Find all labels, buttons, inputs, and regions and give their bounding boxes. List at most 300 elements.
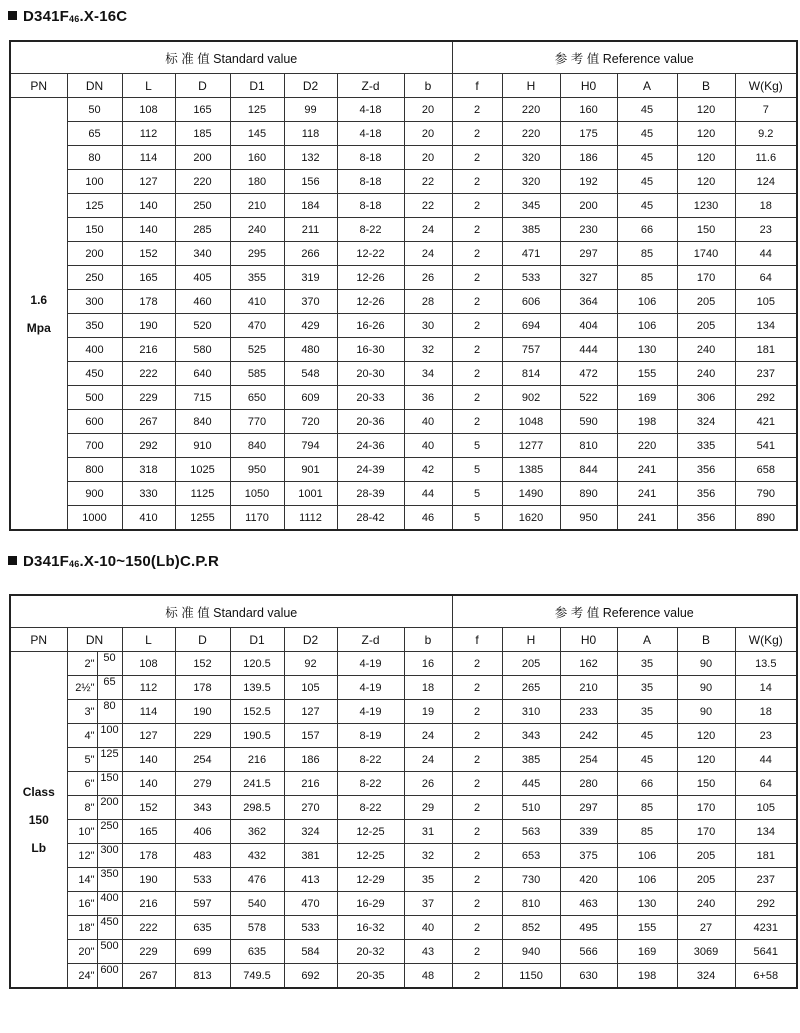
dn-inch: 2½" bbox=[75, 681, 95, 694]
column-header: f bbox=[452, 74, 502, 98]
table-cell: 210 bbox=[230, 194, 284, 218]
table-cell: 2 bbox=[452, 964, 502, 989]
table-cell: 16-29 bbox=[337, 892, 404, 916]
table-cell: 4-18 bbox=[337, 122, 404, 146]
table-cell: 470 bbox=[230, 314, 284, 338]
table-cell: 606 bbox=[502, 290, 560, 314]
table-row bbox=[10, 482, 797, 506]
dn-inch: 10" bbox=[78, 825, 95, 838]
table-cell: 266 bbox=[284, 242, 337, 266]
table-cell: 190.5 bbox=[230, 724, 284, 748]
table-cell: 699 bbox=[175, 940, 230, 964]
column-header: D bbox=[175, 628, 230, 652]
table-cell: 566 bbox=[560, 940, 617, 964]
table-cell: 20 bbox=[404, 98, 452, 122]
square-bullet-icon bbox=[8, 11, 17, 20]
table-cell: 24 bbox=[404, 242, 452, 266]
table-cell: 600 bbox=[67, 410, 122, 434]
table-cell: 525 bbox=[230, 338, 284, 362]
table-cell: 18 bbox=[404, 676, 452, 700]
table-cell: 319 bbox=[284, 266, 337, 290]
table-cell: 90 bbox=[677, 676, 735, 700]
table-cell: 186 bbox=[284, 748, 337, 772]
table-cell: 28 bbox=[404, 290, 452, 314]
table-cell: 720 bbox=[284, 410, 337, 434]
table-cell: 105 bbox=[735, 290, 797, 314]
table-cell: 2 bbox=[452, 122, 502, 146]
table-cell: 292 bbox=[735, 892, 797, 916]
title-main: D341F bbox=[23, 553, 70, 570]
dn-mm: 400 bbox=[97, 892, 122, 915]
table-cell: 120 bbox=[677, 122, 735, 146]
table-cell: 4-19 bbox=[337, 676, 404, 700]
table-cell: 184 bbox=[284, 194, 337, 218]
table-cell: 2 bbox=[452, 242, 502, 266]
section1-title bbox=[8, 8, 127, 25]
table-cell: 134 bbox=[735, 314, 797, 338]
table-cell: 320 bbox=[502, 146, 560, 170]
table-cell: 150 bbox=[677, 772, 735, 796]
table-cell: 37 bbox=[404, 892, 452, 916]
table-cell: 23 bbox=[735, 724, 797, 748]
table-cell: 2 bbox=[452, 940, 502, 964]
table-cell: 429 bbox=[284, 314, 337, 338]
table-cell: 241 bbox=[617, 506, 677, 531]
table-cell: 12-26 bbox=[337, 266, 404, 290]
table-row bbox=[10, 194, 797, 218]
table-cell: 34 bbox=[404, 362, 452, 386]
table-cell: 1277 bbox=[502, 434, 560, 458]
dn-inch: 24" bbox=[78, 969, 95, 982]
table-cell: 190 bbox=[122, 314, 175, 338]
table-cell: 8-18 bbox=[337, 146, 404, 170]
table-cell: 1000 bbox=[67, 506, 122, 531]
table-cell: 7 bbox=[735, 98, 797, 122]
table-cell: 8-18 bbox=[337, 194, 404, 218]
table-cell: 335 bbox=[677, 434, 735, 458]
pn-value: 1.6 bbox=[30, 292, 48, 307]
table-cell: 844 bbox=[560, 458, 617, 482]
table-cell: 92 bbox=[284, 652, 337, 676]
table-cell: 267 bbox=[122, 410, 175, 434]
table-cell: 810 bbox=[560, 434, 617, 458]
table-cell: 45 bbox=[617, 194, 677, 218]
table-cell: 35 bbox=[617, 652, 677, 676]
dn-cell bbox=[67, 940, 122, 964]
table-cell: 355 bbox=[230, 266, 284, 290]
column-header: D1 bbox=[230, 74, 284, 98]
table-cell: 1150 bbox=[502, 964, 560, 989]
table-cell: 112 bbox=[122, 676, 175, 700]
table-cell: 175 bbox=[560, 122, 617, 146]
table-cell: 106 bbox=[617, 868, 677, 892]
table-cell: 327 bbox=[560, 266, 617, 290]
table-cell: 26 bbox=[404, 772, 452, 796]
pn-unit: Lb bbox=[31, 840, 47, 855]
table-cell: 356 bbox=[677, 458, 735, 482]
table-cell: 216 bbox=[284, 772, 337, 796]
table-cell: 120 bbox=[677, 724, 735, 748]
dn-mm: 200 bbox=[97, 796, 122, 819]
table-cell: 220 bbox=[617, 434, 677, 458]
table-cell: 343 bbox=[502, 724, 560, 748]
table-row bbox=[10, 772, 797, 796]
table-cell: 1125 bbox=[175, 482, 230, 506]
table-cell: 640 bbox=[175, 362, 230, 386]
table-cell: 230 bbox=[560, 218, 617, 242]
dn-inch: 4" bbox=[84, 729, 95, 742]
table-cell: 35 bbox=[404, 868, 452, 892]
table-cell: 192 bbox=[560, 170, 617, 194]
table-cell: 160 bbox=[560, 98, 617, 122]
column-header: b bbox=[404, 628, 452, 652]
table-cell: 375 bbox=[560, 844, 617, 868]
table-cell: 356 bbox=[677, 482, 735, 506]
table-cell: 32 bbox=[404, 338, 452, 362]
table-cell: 324 bbox=[677, 964, 735, 989]
table-cell: 112 bbox=[122, 122, 175, 146]
table-cell: 9.2 bbox=[735, 122, 797, 146]
table-cell: 22 bbox=[404, 170, 452, 194]
table-row bbox=[10, 820, 797, 844]
table-cell: 404 bbox=[560, 314, 617, 338]
table-cell: 310 bbox=[502, 700, 560, 724]
table-cell: 463 bbox=[560, 892, 617, 916]
table-cell: 2 bbox=[452, 676, 502, 700]
dn-cell bbox=[67, 724, 122, 748]
dn-cell bbox=[67, 844, 122, 868]
table-cell: 80 bbox=[67, 146, 122, 170]
table-cell: 16 bbox=[404, 652, 452, 676]
table-cell: 18 bbox=[735, 194, 797, 218]
table-cell: 650 bbox=[230, 386, 284, 410]
table-row bbox=[10, 892, 797, 916]
table-cell: 20 bbox=[404, 122, 452, 146]
dn-mm: 300 bbox=[97, 844, 122, 867]
table-cell: 64 bbox=[735, 266, 797, 290]
column-header: W(Kg) bbox=[735, 74, 797, 98]
pn-unit: Mpa bbox=[26, 320, 51, 335]
table-cell: 22 bbox=[404, 194, 452, 218]
table-cell: 205 bbox=[677, 290, 735, 314]
table-cell: 43 bbox=[404, 940, 452, 964]
table-cell: 2 bbox=[452, 290, 502, 314]
table-row bbox=[10, 242, 797, 266]
table-cell: 105 bbox=[284, 676, 337, 700]
dn-cell bbox=[67, 868, 122, 892]
table-cell: 85 bbox=[617, 796, 677, 820]
table-cell: 950 bbox=[230, 458, 284, 482]
table-cell: 132 bbox=[284, 146, 337, 170]
table-cell: 578 bbox=[230, 916, 284, 940]
table-cell: 405 bbox=[175, 266, 230, 290]
table-cell: 42 bbox=[404, 458, 452, 482]
table-row bbox=[10, 98, 797, 122]
table-cell: 211 bbox=[284, 218, 337, 242]
table-cell: 106 bbox=[617, 314, 677, 338]
table-cell: 108 bbox=[122, 98, 175, 122]
table-cell: 64 bbox=[735, 772, 797, 796]
table-cell: 36 bbox=[404, 386, 452, 410]
table-cell: 480 bbox=[284, 338, 337, 362]
column-header: Z-d bbox=[337, 74, 404, 98]
dn-cell bbox=[67, 964, 122, 989]
dn-mm: 80 bbox=[97, 700, 122, 723]
table-cell: 406 bbox=[175, 820, 230, 844]
pn-cell bbox=[10, 98, 67, 531]
table-cell: 165 bbox=[122, 266, 175, 290]
table-cell: 152 bbox=[175, 652, 230, 676]
table-cell: 324 bbox=[677, 410, 735, 434]
reference-value-header: 参 考 值 Reference value bbox=[452, 41, 797, 74]
table-cell: 108 bbox=[122, 652, 175, 676]
table-cell: 1620 bbox=[502, 506, 560, 531]
table-cell: 250 bbox=[175, 194, 230, 218]
table-cell: 40 bbox=[404, 434, 452, 458]
table-row bbox=[10, 434, 797, 458]
table-cell: 35 bbox=[617, 700, 677, 724]
table-cell: 770 bbox=[230, 410, 284, 434]
table-cell: 460 bbox=[175, 290, 230, 314]
table-cell: 150 bbox=[67, 218, 122, 242]
table-cell: 471 bbox=[502, 242, 560, 266]
table-cell: 254 bbox=[560, 748, 617, 772]
table-cell: 99 bbox=[284, 98, 337, 122]
table-cell: 233 bbox=[560, 700, 617, 724]
table-cell: 229 bbox=[122, 940, 175, 964]
table-cell: 24 bbox=[404, 748, 452, 772]
table-cell: 410 bbox=[122, 506, 175, 531]
table-cell: 810 bbox=[502, 892, 560, 916]
dn-mm: 500 bbox=[97, 940, 122, 963]
table-cell: 170 bbox=[677, 266, 735, 290]
table-cell: 635 bbox=[175, 916, 230, 940]
table-cell: 520 bbox=[175, 314, 230, 338]
table-cell: 790 bbox=[735, 482, 797, 506]
table-cell: 200 bbox=[560, 194, 617, 218]
table-cell: 362 bbox=[230, 820, 284, 844]
table-cell: 1025 bbox=[175, 458, 230, 482]
table-cell: 2 bbox=[452, 796, 502, 820]
table-cell: 1170 bbox=[230, 506, 284, 531]
table-cell: 29 bbox=[404, 796, 452, 820]
table-cell: 216 bbox=[122, 892, 175, 916]
dn-cell bbox=[67, 892, 122, 916]
column-header: Z-d bbox=[337, 628, 404, 652]
table-cell: 2 bbox=[452, 844, 502, 868]
dn-mm: 125 bbox=[97, 748, 122, 771]
table-cell: 155 bbox=[617, 916, 677, 940]
table-cell: 2 bbox=[452, 314, 502, 338]
table-row bbox=[10, 218, 797, 242]
table-cell: 8-22 bbox=[337, 748, 404, 772]
table-row bbox=[10, 122, 797, 146]
table-cell: 1230 bbox=[677, 194, 735, 218]
table-cell: 120 bbox=[677, 146, 735, 170]
column-header-row bbox=[10, 628, 797, 652]
table-row bbox=[10, 676, 797, 700]
table-cell: 840 bbox=[175, 410, 230, 434]
table-cell: 26 bbox=[404, 266, 452, 290]
table-cell: 44 bbox=[735, 242, 797, 266]
table-cell: 1048 bbox=[502, 410, 560, 434]
dn-mm: 150 bbox=[97, 772, 122, 795]
table-row bbox=[10, 964, 797, 989]
table-cell: 200 bbox=[67, 242, 122, 266]
table-cell: 1050 bbox=[230, 482, 284, 506]
table-cell: 85 bbox=[617, 242, 677, 266]
table-cell: 265 bbox=[502, 676, 560, 700]
table-cell: 24 bbox=[404, 724, 452, 748]
table-cell: 8-18 bbox=[337, 170, 404, 194]
dn-cell bbox=[67, 796, 122, 820]
table-cell: 609 bbox=[284, 386, 337, 410]
table-cell: 120 bbox=[677, 748, 735, 772]
table-cell: 220 bbox=[502, 98, 560, 122]
table-cell: 5 bbox=[452, 434, 502, 458]
table-cell: 381 bbox=[284, 844, 337, 868]
table-cell: 590 bbox=[560, 410, 617, 434]
table-row bbox=[10, 458, 797, 482]
table-cell: 749.5 bbox=[230, 964, 284, 989]
table-cell: 28-42 bbox=[337, 506, 404, 531]
column-header: f bbox=[452, 628, 502, 652]
dn-inch: 8" bbox=[84, 801, 95, 814]
table-cell: 130 bbox=[617, 892, 677, 916]
table-row bbox=[10, 314, 797, 338]
table-cell: 2 bbox=[452, 892, 502, 916]
table-cell: 730 bbox=[502, 868, 560, 892]
table-cell: 12-26 bbox=[337, 290, 404, 314]
column-header-row bbox=[10, 74, 797, 98]
table-cell: 16-30 bbox=[337, 338, 404, 362]
table-cell: 5 bbox=[452, 458, 502, 482]
table-cell: 692 bbox=[284, 964, 337, 989]
table-cell: 65 bbox=[67, 122, 122, 146]
table-cell: 14 bbox=[735, 676, 797, 700]
table-cell: 2 bbox=[452, 266, 502, 290]
table-cell: 198 bbox=[617, 964, 677, 989]
table-cell: 413 bbox=[284, 868, 337, 892]
table-cell: 324 bbox=[284, 820, 337, 844]
column-header: D2 bbox=[284, 74, 337, 98]
table-cell: 45 bbox=[617, 146, 677, 170]
table-cell: 24-36 bbox=[337, 434, 404, 458]
table-cell: 40 bbox=[404, 916, 452, 940]
table-cell: 715 bbox=[175, 386, 230, 410]
dn-inch: 5" bbox=[84, 753, 95, 766]
table-cell: 162 bbox=[560, 652, 617, 676]
table-cell: 200 bbox=[175, 146, 230, 170]
table-cell: 533 bbox=[175, 868, 230, 892]
table-row bbox=[10, 940, 797, 964]
table-cell: 340 bbox=[175, 242, 230, 266]
column-header: L bbox=[122, 74, 175, 98]
table-cell: 45 bbox=[617, 170, 677, 194]
table-cell: 120 bbox=[677, 98, 735, 122]
table-cell: 45 bbox=[617, 122, 677, 146]
dn-cell bbox=[67, 820, 122, 844]
pn-class: Class bbox=[22, 784, 55, 799]
table-cell: 130 bbox=[617, 338, 677, 362]
table-cell: 44 bbox=[404, 482, 452, 506]
table-cell: 910 bbox=[175, 434, 230, 458]
table-cell: 901 bbox=[284, 458, 337, 482]
table-row bbox=[10, 170, 797, 194]
dn-cell bbox=[67, 676, 122, 700]
column-header: D bbox=[175, 74, 230, 98]
table-cell: 584 bbox=[284, 940, 337, 964]
table-cell: 205 bbox=[502, 652, 560, 676]
table-cell: 4-18 bbox=[337, 98, 404, 122]
table-row bbox=[10, 410, 797, 434]
table-cell: 320 bbox=[502, 170, 560, 194]
table-cell: 242 bbox=[560, 724, 617, 748]
table-cell: 12-22 bbox=[337, 242, 404, 266]
table-row bbox=[10, 748, 797, 772]
table-cell: 180 bbox=[230, 170, 284, 194]
table-cell: 250 bbox=[67, 266, 122, 290]
table-cell: 1490 bbox=[502, 482, 560, 506]
dn-cell bbox=[67, 916, 122, 940]
table-cell: 229 bbox=[122, 386, 175, 410]
title-subscript: 46 bbox=[69, 559, 80, 569]
table-cell: 8-22 bbox=[337, 772, 404, 796]
table-cell: 2 bbox=[452, 700, 502, 724]
table-cell: 285 bbox=[175, 218, 230, 242]
table-cell: 90 bbox=[677, 700, 735, 724]
table-cell: 45 bbox=[617, 98, 677, 122]
table-cell: 339 bbox=[560, 820, 617, 844]
table-cell: 757 bbox=[502, 338, 560, 362]
table-cell: 220 bbox=[175, 170, 230, 194]
table-cell: 580 bbox=[175, 338, 230, 362]
table-cell: 178 bbox=[175, 676, 230, 700]
table-cell: 2 bbox=[452, 218, 502, 242]
table-cell: 700 bbox=[67, 434, 122, 458]
table-cell: 1740 bbox=[677, 242, 735, 266]
table-cell: 852 bbox=[502, 916, 560, 940]
table-cell: 630 bbox=[560, 964, 617, 989]
table-cell: 470 bbox=[284, 892, 337, 916]
table-cell: 270 bbox=[284, 796, 337, 820]
table-cell: 840 bbox=[230, 434, 284, 458]
column-header: DN bbox=[67, 74, 122, 98]
column-header: H bbox=[502, 628, 560, 652]
table-cell: 205 bbox=[677, 844, 735, 868]
table-cell: 2 bbox=[452, 724, 502, 748]
table-cell: 20-35 bbox=[337, 964, 404, 989]
table-cell: 106 bbox=[617, 844, 677, 868]
table-cell: 343 bbox=[175, 796, 230, 820]
table-cell: 2 bbox=[452, 362, 502, 386]
table-cell: 19 bbox=[404, 700, 452, 724]
table-cell: 145 bbox=[230, 122, 284, 146]
table-cell: 254 bbox=[175, 748, 230, 772]
table-cell: 210 bbox=[560, 676, 617, 700]
table-cell: 13.5 bbox=[735, 652, 797, 676]
table-cell: 16-26 bbox=[337, 314, 404, 338]
table-cell: 48 bbox=[404, 964, 452, 989]
table-cell: 421 bbox=[735, 410, 797, 434]
table-cell: 410 bbox=[230, 290, 284, 314]
table-cell: 8-19 bbox=[337, 724, 404, 748]
table-cell: 20-33 bbox=[337, 386, 404, 410]
table-cell: 120 bbox=[677, 170, 735, 194]
dn-mm: 250 bbox=[97, 820, 122, 843]
table-row bbox=[10, 700, 797, 724]
dn-inch: 12" bbox=[78, 849, 95, 862]
